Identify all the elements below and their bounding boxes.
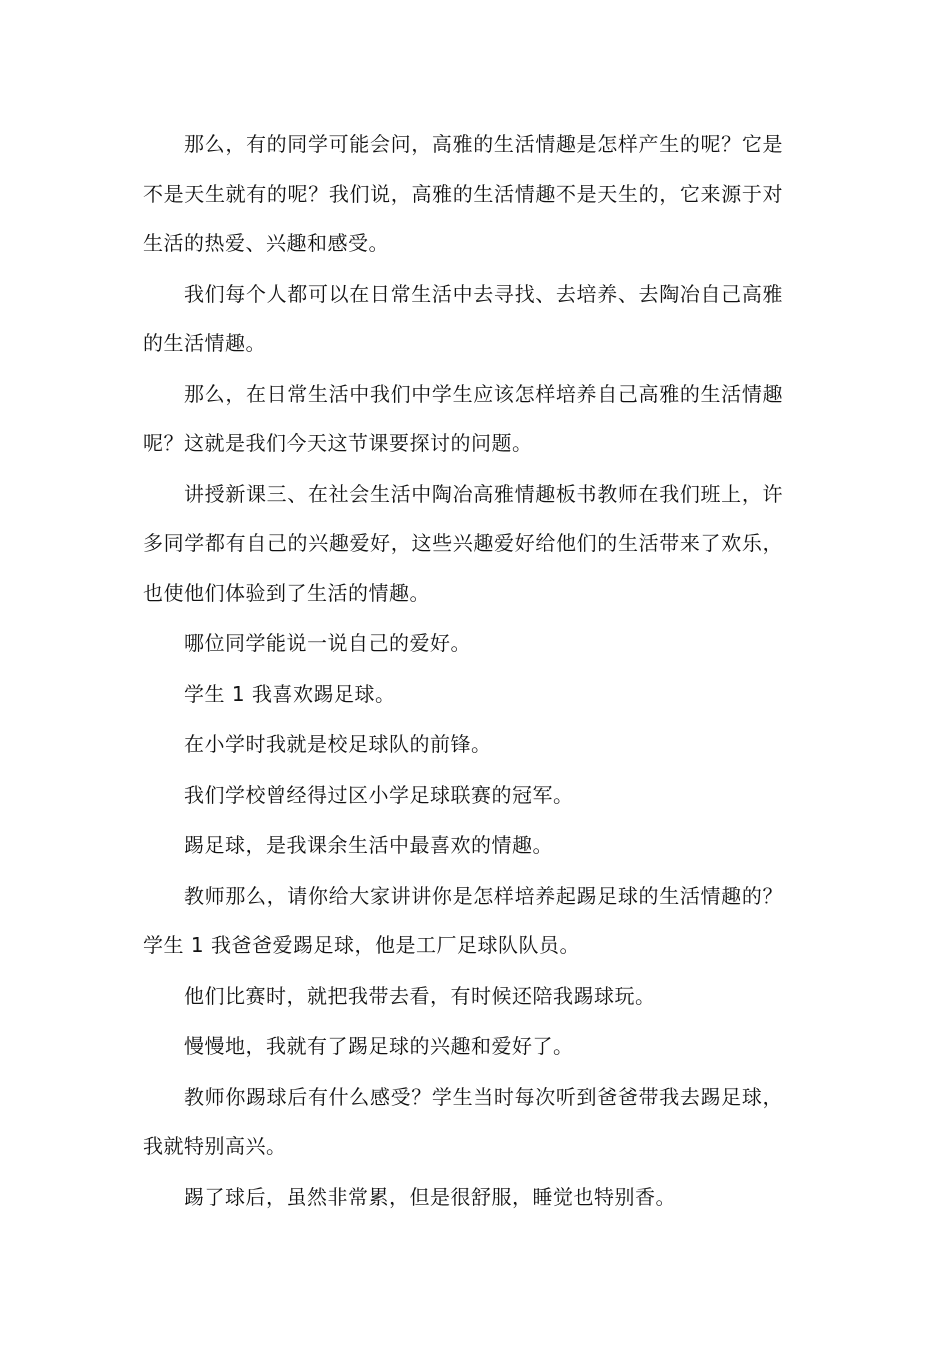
paragraph: 教师你踢球后有什么感受？学生当时每次听到爸爸带我去踢足球，我就特别高兴。 bbox=[143, 1084, 783, 1158]
paragraph: 我们学校曾经得过区小学足球联赛的冠军。 bbox=[184, 782, 574, 807]
paragraph: 哪位同学能说一说自己的爱好。 bbox=[184, 631, 471, 655]
paragraph: 讲授新课三、在社会生活中陶冶高雅情趣板书教师在我们班上，许多同学都有自己的兴趣爱好，这些兴趣爱好给他们的生活带来了欢乐，也使他们体验到了生活的情趣。 bbox=[143, 481, 783, 605]
paragraph: 我们每个人都可以在日常生活中去寻找、去培养、去陶冶自己高雅的生活情趣。 bbox=[143, 281, 783, 355]
paragraph: 踢了球后，虽然非常累，但是很舒服，睡觉也特别香。 bbox=[184, 1184, 676, 1209]
paragraph: 在小学时我就是校足球队的前锋。 bbox=[184, 732, 492, 756]
document-body bbox=[143, 120, 783, 1222]
paragraph: 学生 1 我喜欢踢足球。 bbox=[184, 681, 396, 706]
paragraph: 那么，在日常生活中我们中学生应该怎样培养自己高雅的生活情趣呢？这就是我们今天这节课要探讨的问题。 bbox=[143, 381, 783, 455]
paragraph: 教师那么，请你给大家讲讲你是怎样培养起踢足球的生活情趣的？学生 1 我爸爸爱踢足球，他是工厂足球队队员。 bbox=[143, 883, 783, 957]
paragraph: 那么，有的同学可能会问，高雅的生活情趣是怎样产生的呢？它是不是天生就有的呢？我们说，高雅的生活情趣不是天生的，它来源于对生活的热爱、兴趣和感受。 bbox=[143, 132, 783, 255]
paragraph: 他们比赛时，就把我带去看，有时候还陪我踢球玩。 bbox=[184, 983, 656, 1008]
paragraph: 慢慢地，我就有了踢足球的兴趣和爱好了。 bbox=[184, 1034, 574, 1058]
paragraph: 踢足球，是我课余生活中最喜欢的情趣。 bbox=[184, 833, 553, 857]
